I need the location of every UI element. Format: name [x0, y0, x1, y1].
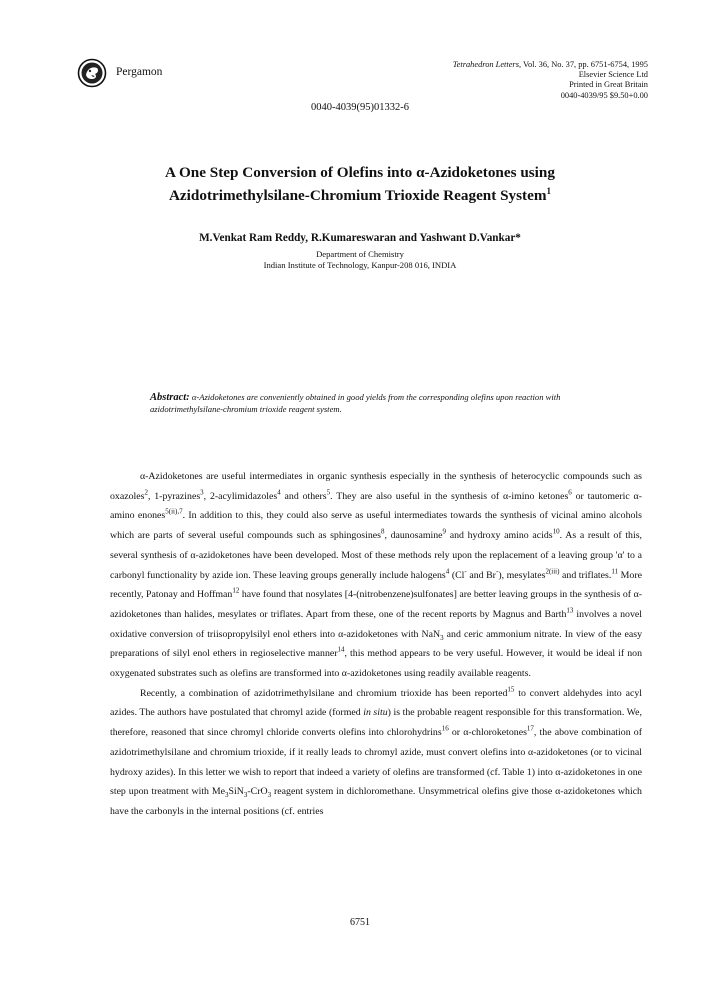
department: Department of Chemistry: [316, 249, 404, 259]
journal-name: Tetrahedron Letters: [452, 60, 519, 69]
journal-citation: [453, 60, 648, 70]
title-line-2-text: Azidotrimethylsilane-Chromium Trioxide Reagent System: [168, 187, 547, 205]
paragraph-2: Recently, a combination of azidotrimethylsilane and chromium trioxide has been reported$^{15}$ to convert aldehydes into acyl azides. The authors have postulated that chromyl azide (formed in situ) is the probable reagent responsible for this transformation. We, therefore, reasoned that since chromyl chloride converts olefins into chlorohydrins$^{16}$ or α-chloroketones$^{17}$, the above combination of azidotrimethylsilane and chromium trioxide, if it really leads to chromyl azide, must convert olefins into α-azidoketones (or to vicinal hydroxy azides). In this letter we wish to report that indeed a variety of olefins are transformed (cf. Table 1) into α-azidoketones in one step upon treatment with $Me_3SiN_3-CrO_3$ reagent system in dichloromethane. Unsymmetrical olefins give those α-azidoketones which have the carbonyls in the internal positions (cf. entries: [110, 685, 643, 817]
affiliation: [0, 249, 720, 270]
authors: M.Venkat Ram Reddy, R.Kumareswaran and Yashwant D.Vankar*: [199, 232, 521, 244]
pergamon-logo-icon: [77, 58, 107, 88]
paragraph-1: α-Azidoketones are useful intermediates in organic synthesis especially in the synthesis of heterocyclic compounds such as oxazoles$^2$, 1-pyrazines$^3$, 2-acylimidazoles$^4$ and others$^5$. They are also useful in the synthesis of α-imino ketones$^6$ or tautomeric α-amino enones$^{5(ii),7}$. In addition to this, they could also serve as useful intermediates towards the synthesis of vicinal amino alcohols which are parts of several useful compounds such as sphingosines$^8$, daunosamine$^9$ and hydroxy amino acids$^{10}$. As a result of this, several synthesis of α-azidoketones have been developed. Most of these methods rely upon the replacement of a leaving group 'α' to a carbonyl functionality by azide ion. These leaving groups generally include halogens$^4$ (Cl- and Br-), mesylates$^{2(iii)}$ and triflates.$^{11}$ More recently, Patonay and Hoffman$^{12}$ have found that nosylates [4-(nitrobenzene)sulfonates] are better leaving groups in the synthesis of α-azidoketones than halides, mesylates or triflates. Apart from these, one of the recent reports by Magnus and Barth$^{13}$ involves a novel oxidative conversion of triisopropylsilyl enol ethers into α-azidoketones with NaN$_3$ and ceric ammonium nitrate. In view of the easy preparations of silyl enol ethers in regioselective manner$^{14}$, this method appears to be very useful. However, it would be ideal if non oxygenated substrates such as olefins are transformed into α-azidoketones using readily available reagents.: [110, 471, 643, 680]
abstract-text: α-Azidoketones are conveniently obtained in good yields from the corresponding olefins upon reaction with azidotrimethylsilane-chromium trioxide reagent system.: [150, 392, 561, 414]
page-number: 6751: [350, 917, 370, 928]
price-line: 0040-4039/95 $9.50+0.00: [560, 90, 648, 100]
title-reference: 1: [546, 186, 552, 196]
title-line-2: [60, 182, 660, 205]
abstract-label: Abstract:: [150, 392, 190, 403]
body-text: [110, 467, 642, 822]
document-id: 0040-4039(95)01332-6: [311, 102, 409, 113]
journal-volume: , Vol. 36, No. 37, pp. 6751-6754, 1995: [518, 60, 648, 69]
institution: Indian Institute of Technology, Kanpur-208 016, INDIA: [263, 259, 457, 270]
publisher-name: Pergamon: [116, 66, 163, 78]
printed-line: Printed in Great Britain: [569, 80, 648, 90]
publisher-line: Elsevier Science Ltd: [578, 70, 648, 80]
paper-title: [60, 163, 660, 205]
abstract: [150, 392, 580, 415]
title-line-1: A One Step Conversion of Olefins into α-Azidoketones using: [165, 164, 555, 181]
journal-info: [453, 60, 648, 101]
